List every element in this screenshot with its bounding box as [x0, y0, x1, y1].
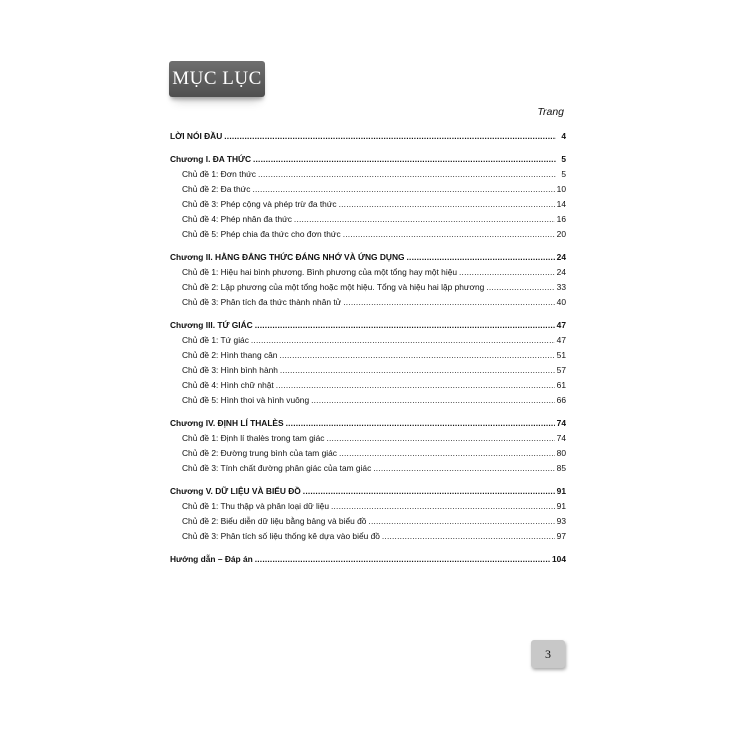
chapter-label: Chương I. ĐA THỨC — [170, 154, 251, 164]
topic-page: 10 — [556, 184, 566, 194]
topic-label: Chủ đề 2: Đa thức — [182, 184, 251, 194]
dot-leader — [253, 154, 556, 164]
topic-page: 85 — [556, 463, 566, 473]
topic-page: 74 — [556, 433, 566, 443]
toc-topic[interactable] — [170, 169, 566, 184]
dot-leader — [326, 433, 554, 443]
toc-topic[interactable] — [170, 229, 566, 244]
topic-label: Chủ đề 5: Hình thoi và hình vuông — [182, 395, 310, 405]
chapter-page: 24 — [556, 252, 566, 262]
topic-label: Chủ đề 1: Đơn thức — [182, 169, 256, 179]
topic-label: Chủ đề 1: Hiệu hai bình phương. Bình phương của một tổng hay một hiệu — [182, 267, 458, 277]
toc-topic[interactable] — [170, 395, 566, 410]
dot-leader — [251, 335, 555, 345]
topic-label: Chủ đề 3: Phân tích đa thức thành nhân tử — [182, 297, 342, 307]
dot-leader — [279, 350, 554, 360]
toc-topic[interactable] — [170, 380, 566, 395]
toc-chapter-1[interactable] — [170, 154, 566, 169]
topic-label: Chủ đề 1: Định lí thalès trong tam giác — [182, 433, 325, 443]
dot-leader — [303, 486, 555, 496]
topic-page: 66 — [556, 395, 566, 405]
chapter-page: 5 — [561, 154, 566, 164]
toc-entry-preface[interactable] — [170, 131, 566, 146]
toc-topic[interactable] — [170, 282, 566, 297]
toc-entry-label: Hướng dẫn – Đáp án — [170, 554, 253, 564]
toc-topic[interactable] — [170, 531, 566, 546]
dot-leader — [280, 365, 555, 375]
toc-entry-page: 104 — [552, 554, 566, 564]
topic-page: 57 — [556, 365, 566, 375]
toc-chapter-5[interactable] — [170, 486, 566, 501]
chapter-page: 91 — [556, 486, 566, 496]
topic-page: 91 — [556, 501, 566, 511]
topic-label: Chủ đề 1: Thu thập và phân loại dữ liệu — [182, 501, 329, 511]
topic-page: 47 — [556, 335, 566, 345]
topic-label: Chủ đề 1: Tứ giác — [182, 335, 249, 345]
topic-page: 80 — [556, 448, 566, 458]
dot-leader — [339, 448, 555, 458]
toc-topic[interactable] — [170, 267, 566, 282]
topic-page: 51 — [556, 350, 566, 360]
chapter-page: 74 — [556, 418, 566, 428]
dot-leader — [407, 252, 555, 262]
toc-chapter-3[interactable] — [170, 320, 566, 335]
toc-chapter-4[interactable] — [170, 418, 566, 433]
topic-label: Chủ đề 3: Phân tích số liệu thống kê dựa vào biểu đồ — [182, 531, 380, 541]
table-of-contents — [170, 131, 566, 569]
dot-leader — [382, 531, 555, 541]
topic-label: Chủ đề 4: Phép nhân đa thức — [182, 214, 292, 224]
chapter-page: 47 — [556, 320, 566, 330]
dot-leader — [255, 554, 550, 564]
toc-topic[interactable] — [170, 335, 566, 350]
topic-label: Chủ đề 2: Lập phương của một tổng hoặc một hiệu. Tổng và hiệu hai lập phương — [182, 282, 485, 292]
topic-label: Chủ đề 4: Hình chữ nhật — [182, 380, 274, 390]
topic-page: 16 — [556, 214, 566, 224]
topic-page: 14 — [556, 199, 566, 209]
dot-leader — [286, 418, 555, 428]
dot-leader — [294, 214, 555, 224]
toc-topic[interactable] — [170, 297, 566, 312]
topic-page: 93 — [556, 516, 566, 526]
page-number-badge: 3 — [531, 640, 565, 668]
topic-label: Chủ đề 3: Phép cộng và phép trừ đa thức — [182, 199, 337, 209]
toc-topic[interactable] — [170, 350, 566, 365]
dot-leader — [224, 131, 556, 141]
dot-leader — [459, 267, 555, 277]
toc-entry-page: 4 — [561, 131, 566, 141]
dot-leader — [339, 199, 555, 209]
topic-page: 61 — [556, 380, 566, 390]
toc-topic[interactable] — [170, 516, 566, 531]
topic-label: Chủ đề 5: Phép chia đa thức cho đơn thức — [182, 229, 341, 239]
chapter-label: Chương IV. ĐỊNH LÍ THALÈS — [170, 418, 284, 428]
topic-page: 97 — [556, 531, 566, 541]
dot-leader — [343, 229, 555, 239]
chapter-label: Chương V. DỮ LIỆU VÀ BIỂU ĐỒ — [170, 486, 301, 496]
dot-leader — [258, 169, 556, 179]
topic-label: Chủ đề 2: Biểu diễn dữ liệu bằng bảng và biểu đồ — [182, 516, 367, 526]
toc-topic[interactable] — [170, 199, 566, 214]
dot-leader — [486, 282, 554, 292]
topic-label: Chủ đề 2: Hình thang cân — [182, 350, 278, 360]
toc-entry-label: LỜI NÓI ĐẦU — [170, 131, 223, 141]
toc-topic[interactable] — [170, 365, 566, 380]
dot-leader — [252, 184, 554, 194]
topic-page: 33 — [556, 282, 566, 292]
topic-page: 5 — [561, 169, 566, 179]
topic-label: Chủ đề 2: Đường trung bình của tam giác — [182, 448, 337, 458]
topic-page: 20 — [556, 229, 566, 239]
dot-leader — [343, 297, 554, 307]
dot-leader — [255, 320, 555, 330]
toc-topic[interactable] — [170, 433, 566, 448]
toc-topic[interactable] — [170, 214, 566, 229]
toc-topic[interactable] — [170, 501, 566, 516]
chapter-label: Chương III. TỨ GIÁC — [170, 320, 253, 330]
dot-leader — [373, 463, 554, 473]
toc-topic[interactable] — [170, 184, 566, 199]
topic-page: 40 — [556, 297, 566, 307]
page-column-label: Trang — [537, 106, 564, 118]
topic-label: Chủ đề 3: Tính chất đường phân giác của tam giác — [182, 463, 372, 473]
toc-chapter-2[interactable] — [170, 252, 566, 267]
dot-leader — [276, 380, 555, 390]
topic-page: 24 — [556, 267, 566, 277]
dot-leader — [368, 516, 554, 526]
toc-topic[interactable] — [170, 463, 566, 478]
dot-leader — [311, 395, 555, 405]
toc-entry-answers[interactable] — [170, 554, 566, 569]
dot-leader — [331, 501, 555, 511]
toc-title: MỤC LỤC — [169, 61, 265, 97]
toc-topic[interactable] — [170, 448, 566, 463]
topic-label: Chủ đề 3: Hình bình hành — [182, 365, 278, 375]
chapter-label: Chương II. HẰNG ĐẲNG THỨC ĐÁNG NHỚ VÀ ỨNG DỤNG — [170, 252, 405, 262]
